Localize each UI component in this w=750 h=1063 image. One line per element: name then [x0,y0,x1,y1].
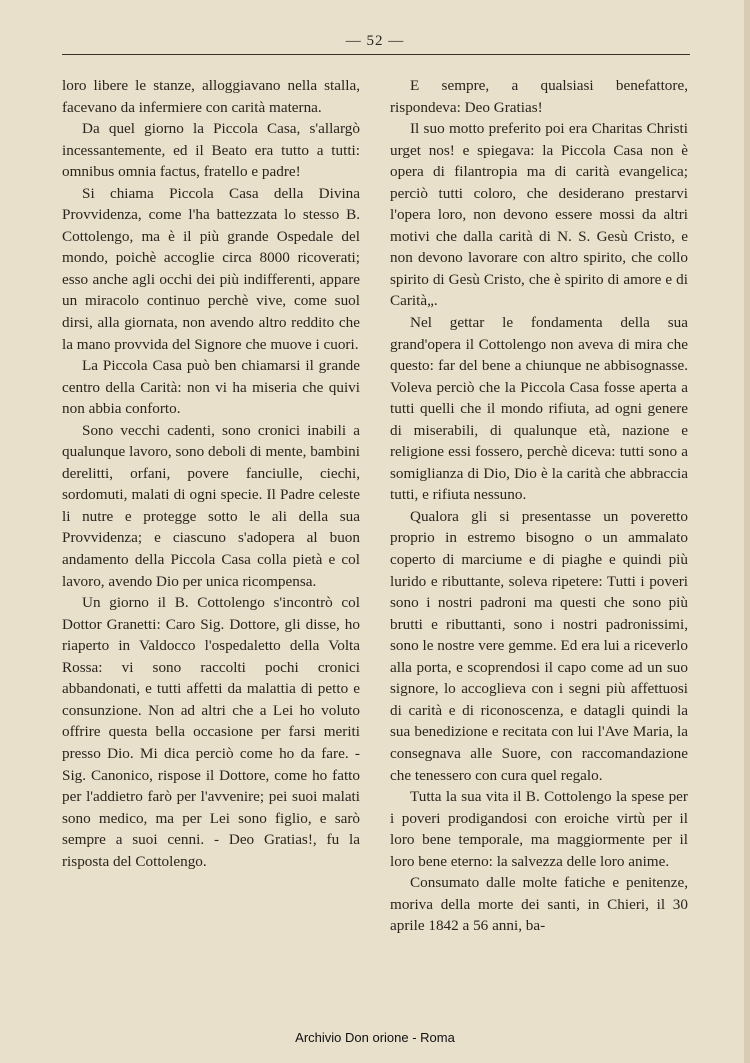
page-edge [744,0,750,1063]
paragraph: Qualora gli si presentasse un poveretto proprio in estremo bisogno o un ammalato coperto di marciume e di piaghe e quindi più lurido e ributtante, soleva ripetere: Tutti i poveri sono i nostri padroni ma questi che sono più brutti e ributtanti, sono i nostri padronissimi, sono le nostre vere gemme. Ed era lui a riceverlo alla porta, e scoprendosi il capo come ad un suo signore, lo accoglieva con i segni più affettuosi di carità e di riconoscenza, e datagli quindi la sua benedizione e recitata con lui l'Ave Maria, la consegnava alle Suore, con raccomandazione che tenessero con cura quel regalo. [390,507,688,784]
paragraph: Consumato dalle molte fatiche e penitenze, moriva della morte dei santi, in Chieri, il 30 aprile 1842 a 56 anni, ba- [390,874,688,935]
paragraph: Sono vecchi cadenti, sono cronici inabili a qualunque lavoro, sono deboli di mente, bambini derelitti, orfani, povere fanciulle, ciechi, sordomuti, malati di ogni specie. Il Padre celeste li nutre e protegge sotto le ali della sua Provvidenza; e ciascuno s'adopera al buon andamento della Piccola Casa colla pietà e col lavoro, avendo Dio per unica ricompensa. [62,421,360,590]
left-column [62,75,360,872]
paragraph: Un giorno il B. Cottolengo s'incontrò col Dottor Granetti: Caro Sig. Dottore, gli disse, ho riaperto in Valdocco l'ospedaletto della Volta Rossa: vi sono raccolti pochi cronici abbandonati, e tutti affetti da malattia di petto e consunzione. Non ad altri che a Lei ho voluto offrire questa bella occasione per farsi meriti presso Dio. Mi dica perciò come ho da fare. - Sig. Canonico, rispose il Dottore, come ho fatto per l'addietro farò per l'avvenire; pei suoi malati sono medico, ma per Lei sono figlio, e sarò sempre a suoi cenni. - Deo Gratias!, fu la risposta del Cottolengo. [62,594,360,870]
paragraph: Tutta la sua vita il B. Cottolengo la spese per i poveri prodigandosi con eroiche virtù per il loro bene temporale, ma maggiormente per il loro bene eterno: la salvezza delle loro anime. [390,788,688,870]
paragraph: Si chiama Piccola Casa della Divina Provvidenza, come l'ha battezzata lo stesso B. Cottolengo, ma è il più grande Ospedale del mondo, poichè accoglie circa 8000 ricoverati; esso anche agli occhi dei più indifferenti, appare un miracolo continuo perchè vive, come suol dirsi, alla giornata, non avendo altro reddito che la mano provvida del Signore che muove i cuori. [62,184,360,353]
paragraph: Nel gettar le fondamenta della sua grand'opera il Cottolengo non aveva di mira che questo: far del bene a chiunque ne abbisognasse. Voleva perciò che la Piccola Casa fosse aperta a tutti quelli che il mondo rifiuta, ad ogni genere di miserabili, di qualunque età, nazione e religione essi fossero, perchè diceva: tutti sono a somiglianza di Dio, Dio è la carità che abbraccia tutti, e rifiuta nessuno. [390,314,688,504]
right-column [390,75,688,937]
header-rule [62,54,690,55]
archive-footer: Archivio Don orione - Roma [295,1030,455,1045]
page-number: — 52 — [345,33,405,49]
paragraph: Da quel giorno la Piccola Casa, s'allargò incessantemente, ed il Beato era tutto a tutti: omnibus omnia factus, fratello e padre! [62,120,360,181]
paragraph: loro libere le stanze, alloggiavano nella stalla, facevano da infermiere con carità materna. [62,77,360,116]
paragraph: E sempre, a qualsiasi benefattore, rispondeva: Deo Gratias! [390,77,688,116]
paragraph: Il suo motto preferito poi era Charitas Christi urget nos! e spiegava: la Piccola Casa non è opera di filantropia ma di carità evangelica; perciò tutti coloro, che desiderano prestarvi l'opera loro, non devono essere mossi da altri motivi che dalla carità di N. S. Gesù Cristo, e non devono lavorare con altro spirito, che collo spirito di Gesù Cristo, che è spirito di amore e di Carità„. [390,120,688,310]
paragraph: La Piccola Casa può ben chiamarsi il grande centro della Carità: non vi ha miseria che quivi non abbia conforto. [62,357,360,418]
